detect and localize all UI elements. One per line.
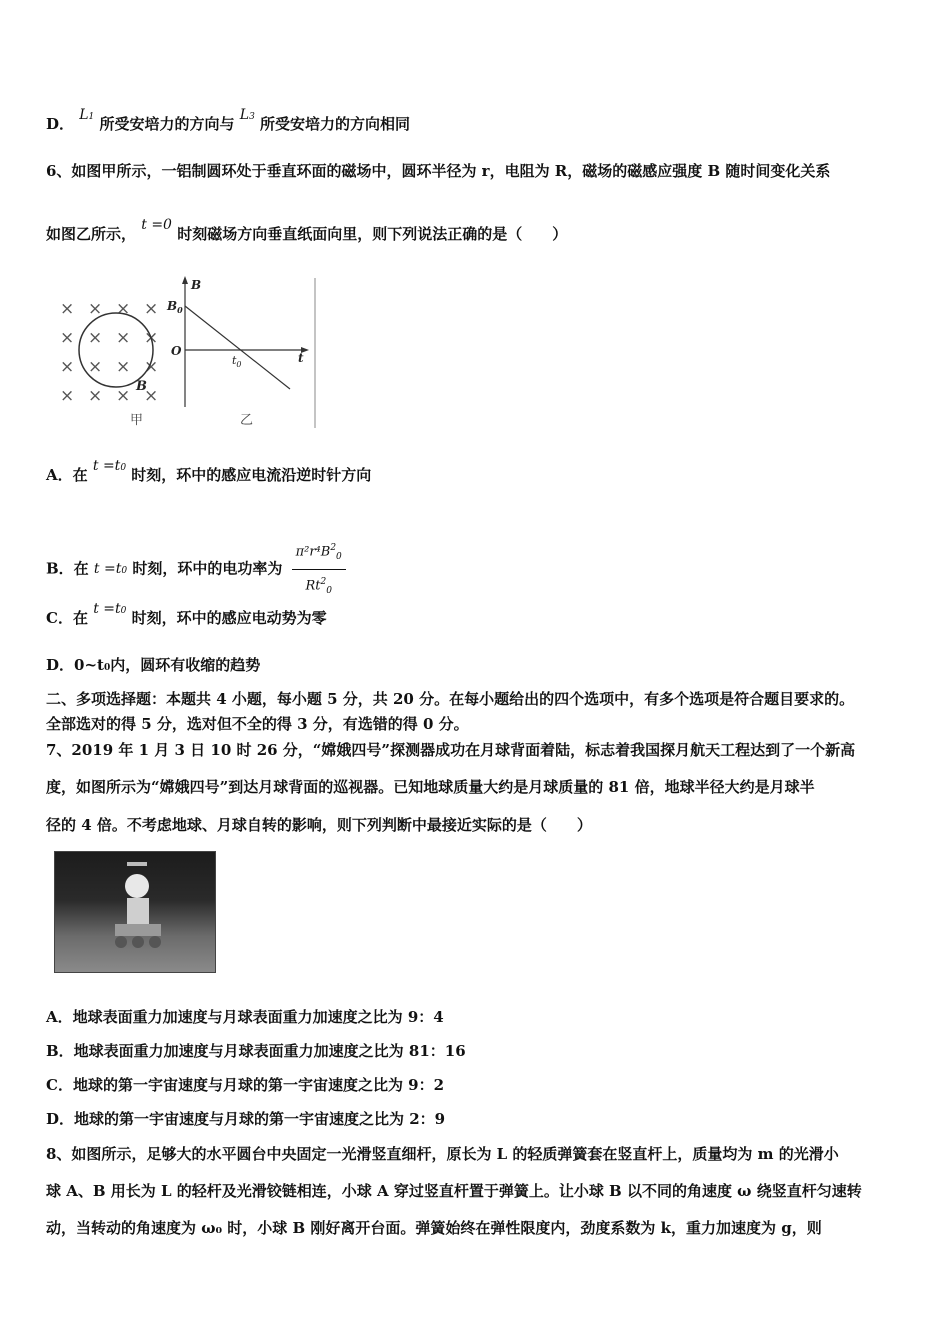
prev-option-d (46, 107, 411, 137)
option-text-tail: 所受安培力的方向相同 (260, 115, 411, 133)
symbol-l1: L1 (79, 107, 95, 123)
b-axis-arrow (182, 276, 188, 284)
cross-mark: × (88, 357, 103, 377)
q7-stem-line2: 度，如图所示为“嫦娥四号”到达月球背面的巡视器。已知地球质量大约是月球质量的 81 倍，地球半径大约是月球半 (46, 778, 815, 796)
q7-stem-line1: 7、2019 年 1 月 3 日 10 时 26 分，“嫦娥四号”探测器成功在月球背面着陆，标志着我国探月航天工程达到了一个新高 (46, 741, 856, 759)
rover-wheel (132, 936, 144, 948)
cross-mark: × (60, 386, 75, 406)
cross-mark: × (60, 357, 75, 377)
b-t-graph-line (185, 306, 290, 389)
cross-mark: × (116, 357, 131, 377)
rover-antenna-dish (125, 874, 149, 898)
t0-expression: t =0 (141, 217, 172, 233)
origin-label: O (171, 344, 182, 358)
rover-body (127, 898, 149, 924)
q7-option-d: D．地球的第一宇宙速度与月球的第一宇宙速度之比为 2：9 (46, 1110, 446, 1128)
q6-option-b: B．在 t =t0 时刻，环中的电功率为 $\frac{\pi^2r^4B^2_0}{Rt^2_0}$ (46, 538, 346, 601)
cross-mark: × (60, 299, 75, 319)
fraction-denominator: $Rt^2_0$ (305, 576, 332, 596)
q6-stem-line2: 如图乙所示， t =0 时刻磁场方向垂直纸面向里，则下列说法正确的是（ ） (46, 217, 568, 243)
rover-wheel (115, 936, 127, 948)
axis-label-b: B (191, 278, 202, 292)
q6-option-c: C．在 t =t0 时刻，环中的感应电动势为零 (46, 601, 327, 627)
lunar-rover-photo (54, 851, 216, 973)
power-fraction (292, 538, 346, 601)
rover-chassis (115, 924, 161, 936)
q7-option-b: B．地球表面重力加速度与月球表面重力加速度之比为 81：16 (46, 1042, 466, 1060)
cross-mark: × (116, 299, 131, 319)
q7-option-c: C．地球的第一宇宙速度与月球的第一宇宙速度之比为 9：2 (46, 1076, 445, 1094)
fraction-numerator: $\pi^2r^4B^2_0$ (292, 538, 346, 570)
cross-mark: × (60, 328, 75, 348)
section2-line2: 全部选对的得 5 分，选对但不全的得 3 分，有选错的得 0 分。 (46, 715, 469, 733)
q7-option-a: A．地球表面重力加速度与月球表面重力加速度之比为 9：4 (46, 1008, 444, 1026)
ring-b-label: B (136, 379, 147, 394)
symbol-l3: L3 (239, 107, 255, 123)
cross-mark: × (144, 299, 159, 319)
cross-mark: × (116, 328, 131, 348)
t0-label: $t_0$ (232, 354, 242, 369)
rover-wheel (149, 936, 161, 948)
t-equals-t0: t =t0 (92, 458, 127, 474)
q8-stem-line2: 球 A、B 用长为 L 的轻杆及光滑铰链相连，小球 A 穿过竖直杆置于弹簧上。让小球 B 以不同的角速度 ω 绕竖直杆匀速转 (46, 1182, 862, 1200)
q6-option-a: A．在 t =t0 时刻，环中的感应电流沿逆时针方向 (46, 458, 372, 484)
cross-mark: × (88, 328, 103, 348)
section2-line1: 二、多项选择题：本题共 4 小题，每小题 5 分，共 20 分。在每小题给出的四个选项中，有多个选项是符合题目要求的。 (46, 690, 855, 708)
cross-mark: × (144, 357, 159, 377)
q8-stem-line3: 动，当转动的角速度为 ω₀ 时，小球 B 刚好离开台面。弹簧始终在弹性限度内，劲度系数为 k，重力加速度为 g，则 (46, 1219, 822, 1237)
cross-mark: × (116, 386, 131, 406)
rover-mast (127, 862, 147, 866)
figure-label-yi: 乙 (240, 413, 254, 428)
rover-illustration (55, 852, 215, 972)
cross-mark: × (144, 328, 159, 348)
axis-label-t: t (298, 351, 304, 365)
t-equals-t0: t =t0 (93, 561, 128, 578)
q6-stem-line1: 6、如图甲所示，一铝制圆环处于垂直环面的磁场中，圆环半径为 r，电阻为 R，磁场的磁感应强度 B 随时间变化关系 (46, 162, 831, 180)
q6-option-d: D．0~t0内，圆环有收缩的趋势 (46, 656, 261, 674)
q8-stem-line1: 8、如图所示，足够大的水平圆台中央固定一光滑竖直细杆，原长为 L 的轻质弹簧套在竖直杆上，质量均为 m 的光滑小 (46, 1145, 839, 1163)
q6-figure (50, 272, 330, 432)
cross-mark: × (88, 386, 103, 406)
figure-label-jia: 甲 (130, 413, 144, 428)
option-letter: D． (46, 115, 75, 133)
q7-stem-line3: 径的 4 倍。不考虑地球、月球自转的影响，则下列判断中最接近实际的是（ ） (46, 816, 592, 834)
t-equals-t0: t =t0 (93, 601, 127, 617)
cross-mark: × (144, 386, 159, 406)
b0-label: $B_0$ (167, 299, 183, 315)
option-text: 所受安培力的方向与 (99, 115, 235, 133)
cross-mark: × (88, 299, 103, 319)
